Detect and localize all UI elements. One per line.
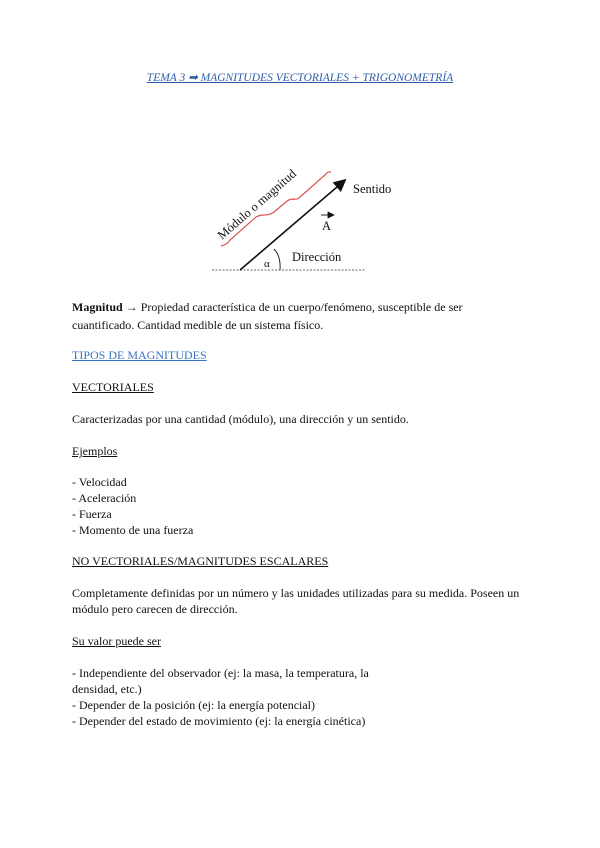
definition-term: Magnitud — [72, 300, 123, 314]
direction-word-label: Sentido — [353, 182, 392, 196]
list-item: - Depender del estado de movimiento (ej: la energía cinética) — [72, 714, 366, 728]
vectoriales-heading: VECTORIALES — [72, 380, 154, 394]
list-item: - Depender de la posición (ej: la energía potencial) — [72, 698, 316, 712]
escalares-description-2: módulo pero carecen de dirección. — [72, 602, 238, 616]
list-item: - Fuerza — [72, 507, 112, 521]
list-item: - Aceleración — [72, 491, 137, 505]
list-item: - Independiente del observador (ej: la masa, la temperatura, la — [72, 666, 369, 680]
value-heading: Su valor puede ser — [72, 634, 161, 648]
angle-label: α — [264, 258, 270, 270]
angle-arc — [274, 249, 280, 270]
escalares-description-1: Completamente definidas por un número y las unidades utilizadas para su medida. Poseen un — [72, 586, 520, 600]
definition-text-1: Propiedad característica de un cuerpo/fenómeno, susceptible de ser — [140, 300, 463, 314]
definition-arrow: → — [125, 300, 138, 314]
section-heading: TIPOS DE MAGNITUDES — [72, 348, 207, 362]
direction-label: Dirección — [292, 250, 342, 264]
vectoriales-description: Caracterizadas por una cantidad (módulo), una dirección y un sentido. — [72, 412, 409, 426]
vector-name-label: A — [322, 219, 332, 233]
examples-heading: Ejemplos — [72, 444, 118, 458]
list-item: - Velocidad — [72, 475, 127, 489]
escalares-heading: NO VECTORIALES/MAGNITUDES ESCALARES — [72, 554, 329, 568]
definition-line-2: cuantificado. Cantidad medible de un sistema físico. — [72, 318, 324, 332]
vector-diagram — [200, 148, 410, 278]
list-item: - Momento de una fuerza — [72, 523, 194, 537]
list-item: densidad, etc.) — [72, 682, 142, 696]
magnitude-label: Módulo o magnitud — [214, 166, 299, 243]
definition-line-1 — [72, 299, 463, 315]
page-title: TEMA 3 ➡ MAGNITUDES VECTORIALES + TRIGONOMETRÍA — [146, 72, 454, 84]
